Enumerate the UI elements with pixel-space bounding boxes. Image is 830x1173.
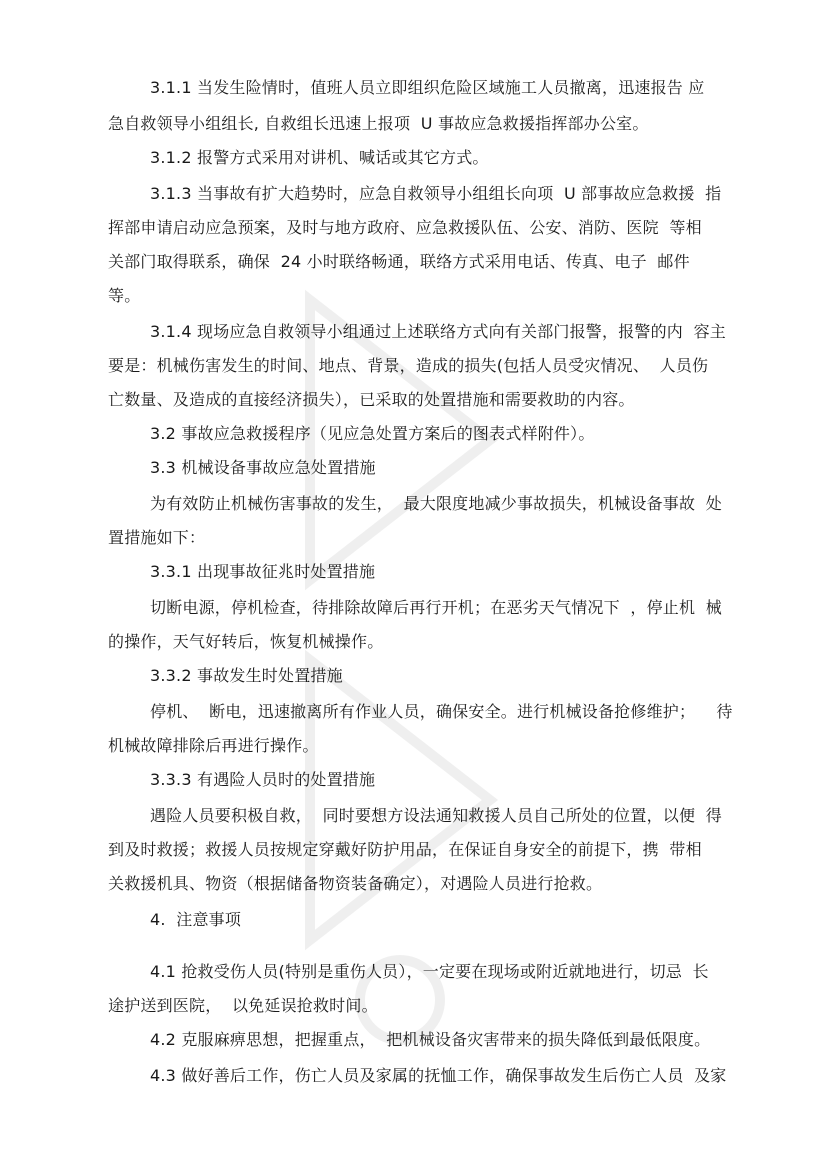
heading-3-3: 3.3 机械设备事故应急处置措施 <box>150 458 376 477</box>
para-3-1-4-line-1: 3.1.4 现场应急自救领导小组通过上述联络方式向有关部门报警，报警的内 容主 <box>150 322 726 341</box>
para-4-2: 4.2 克服麻痹思想，把握重点， 把机械设备灾害带来的损失降低到最低限度。 <box>150 1030 711 1049</box>
para-3-3-2-line-1: 停机、 断电，迅速撤离所有作业人员，确保安全。进行机械设备抢修维护； 待 <box>150 702 733 721</box>
heading-3-3-1: 3.3.1 出现事故征兆时处置措施 <box>150 562 376 581</box>
para-4-3-line-1: 4.3 做好善后工作，伤亡人员及家属的抚恤工作，确保事故发生后伤亡人员 及家 <box>150 1066 727 1085</box>
para-3-3-1-line-2: 的操作，天气好转后，恢复机械操作。 <box>108 632 384 651</box>
heading-4: 4. 注意事项 <box>150 910 242 929</box>
heading-3-3-2: 3.3.2 事故发生时处置措施 <box>150 666 343 685</box>
para-3-3-3-line-3: 关救援机具、物资（根据储备物资装备确定），对遇险人员进行抢救。 <box>108 874 603 893</box>
para-3-1-3-line-1: 3.1.3 当事故有扩大趋势时，应急自救领导小组组长向项 U 部事故应急救援 指 <box>150 184 722 203</box>
para-4-1-line-1: 4.1 抢救受伤人员(特别是重伤人员），一定要在现场或附近就地进行，切忌 长 <box>150 962 709 981</box>
para-3-3-intro-line-1: 为有效防止机械伤害事故的发生， 最大限度地减少事故损失，机械设备事故 处 <box>150 494 722 513</box>
para-3-1-1-line-2: 急自救领导小组组长, 自救组长迅速上报项 U 事故应急救援指挥部办公室。 <box>108 114 649 133</box>
para-4-1-line-2: 途护送到医院， 以免延误抢救时间。 <box>108 996 378 1015</box>
para-3-3-3-line-2: 到及时救援；救援人员按规定穿戴好防护用品，在保证自身安全的前提下，携 带相 <box>108 840 702 859</box>
para-3-3-2-line-2: 机械故障排除后再进行操作。 <box>108 736 319 755</box>
para-3-2: 3.2 事故应急救援程序（见应急处置方案后的图表式样附件）。 <box>150 424 595 443</box>
para-3-3-1-line-1: 切断电源，停机检查，待排除故障后再行开机；在恶劣天气情况下 ，停止机 械 <box>150 598 722 617</box>
para-3-1-4-line-2: 要是：机械伤害发生的时间、地点、背景，造成的损失(包括人员受灾情况、 人员伤 <box>108 356 709 375</box>
para-3-1-2: 3.1.2 报警方式采用对讲机、喊话或其它方式。 <box>150 148 489 167</box>
para-3-3-intro-line-2: 置措施如下： <box>108 528 206 547</box>
para-3-1-3-line-3: 关部门取得联系，确保 24 小时联络畅通，联络方式采用电话、传真、电子 邮件 <box>108 252 690 271</box>
para-3-1-4-line-3: 亡数量、及造成的直接经济损失），已采取的处置措施和需要救助的内容。 <box>108 390 635 409</box>
para-3-3-3-line-1: 遇险人员要积极自救， 同时要想方设法通知救援人员自己所处的位置，以便 得 <box>150 806 722 825</box>
para-3-1-1-line-1: 3.1.1 当发生险情时，值班人员立即组织危险区域施工人员撤离，迅速报告 应 <box>150 78 705 97</box>
para-3-1-3-line-4: 等。 <box>108 286 141 305</box>
para-3-1-3-line-2: 挥部申请启动应急预案，及时与地方政府、应急救援队伍、公安、消防、医院 等相 <box>108 218 702 237</box>
heading-3-3-3: 3.3.3 有遇险人员时的处置措施 <box>150 770 376 789</box>
